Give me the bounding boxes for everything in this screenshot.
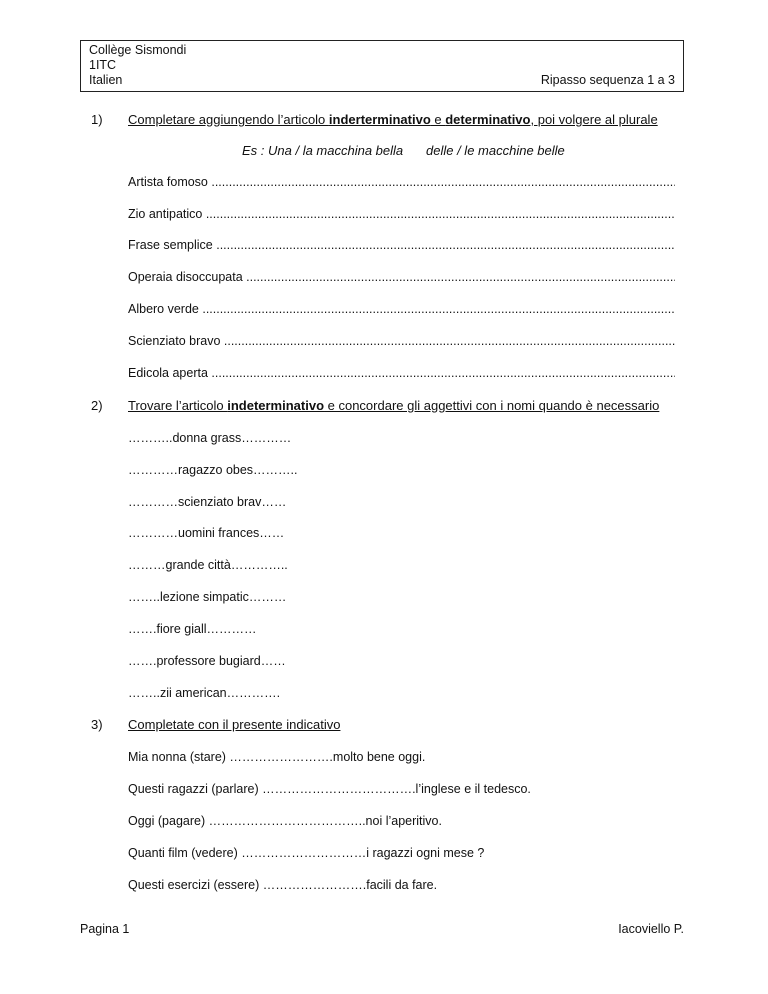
exercise-line: ………..donna grass…………: [128, 431, 292, 445]
section-1-number: 1): [91, 112, 103, 127]
exercise-line: Questi esercizi (essere) …………………….facili da fare.: [128, 878, 438, 892]
author-name: Iacoviello P.: [618, 922, 684, 936]
exercise-line: ……..lezione simpatic………: [128, 590, 287, 604]
exercise-line: Mia nonna (stare) …………………….molto bene oggi.: [128, 750, 426, 764]
header-box: [80, 40, 684, 92]
section-2-number: 2): [91, 398, 103, 413]
exercise-line: …….professore bugiard……: [128, 654, 286, 668]
section-3-title: Completate con il presente indicativo: [128, 717, 341, 732]
exercise-line: …………scienziato brav……: [128, 495, 287, 509]
exercise-line: Edicola aperta .....: [128, 366, 675, 380]
school-name: Collège Sismondi: [89, 43, 187, 57]
exercise-line: Albero verde .....: [128, 302, 675, 316]
section-3-number: 3): [91, 717, 103, 732]
exercise-line: …………uomini frances……: [128, 526, 285, 540]
exercise-line: ……..zii american………….: [128, 686, 281, 700]
exercise-line: …….fiore giall…………: [128, 622, 257, 636]
subject: Italien: [89, 73, 123, 87]
exercise-line: ………grande città…………..: [128, 558, 288, 572]
exercise-line: Scienziato bravo .....: [128, 334, 675, 348]
worksheet-title: Ripasso sequenza 1 a 3: [540, 73, 675, 87]
section-1-title: Completare aggiungendo l’articolo inderterminativo e determinativo, poi volgere al plurale: [128, 112, 658, 127]
exercise-line: Quanti film (vedere) …………………………i ragazzi ogni mese ?: [128, 846, 485, 860]
exercise-line: Operaia disoccupata .....: [128, 270, 675, 284]
example-plural: delle / le macchine belle: [426, 143, 565, 158]
class-code: 1ITC: [89, 58, 117, 72]
page-number: Pagina 1: [80, 922, 130, 936]
exercise-line: Zio antipatico .....: [128, 207, 675, 221]
exercise-line: Oggi (pagare) ………………………………..noi l’aperitivo.: [128, 814, 442, 828]
example-singular: Es : Una / la macchina bella: [242, 143, 404, 158]
exercise-line: Questi ragazzi (parlare) ……………………………….l’inglese e il tedesco.: [128, 782, 531, 796]
exercise-line: …………ragazzo obes………..: [128, 463, 298, 477]
section-2-title: Trovare l’articolo indeterminativo e concordare gli aggettivi con i nomi quando è necessario: [128, 398, 660, 413]
exercise-line: Artista fomoso .....: [128, 175, 675, 189]
exercise-line: Frase semplice .....: [128, 238, 675, 252]
